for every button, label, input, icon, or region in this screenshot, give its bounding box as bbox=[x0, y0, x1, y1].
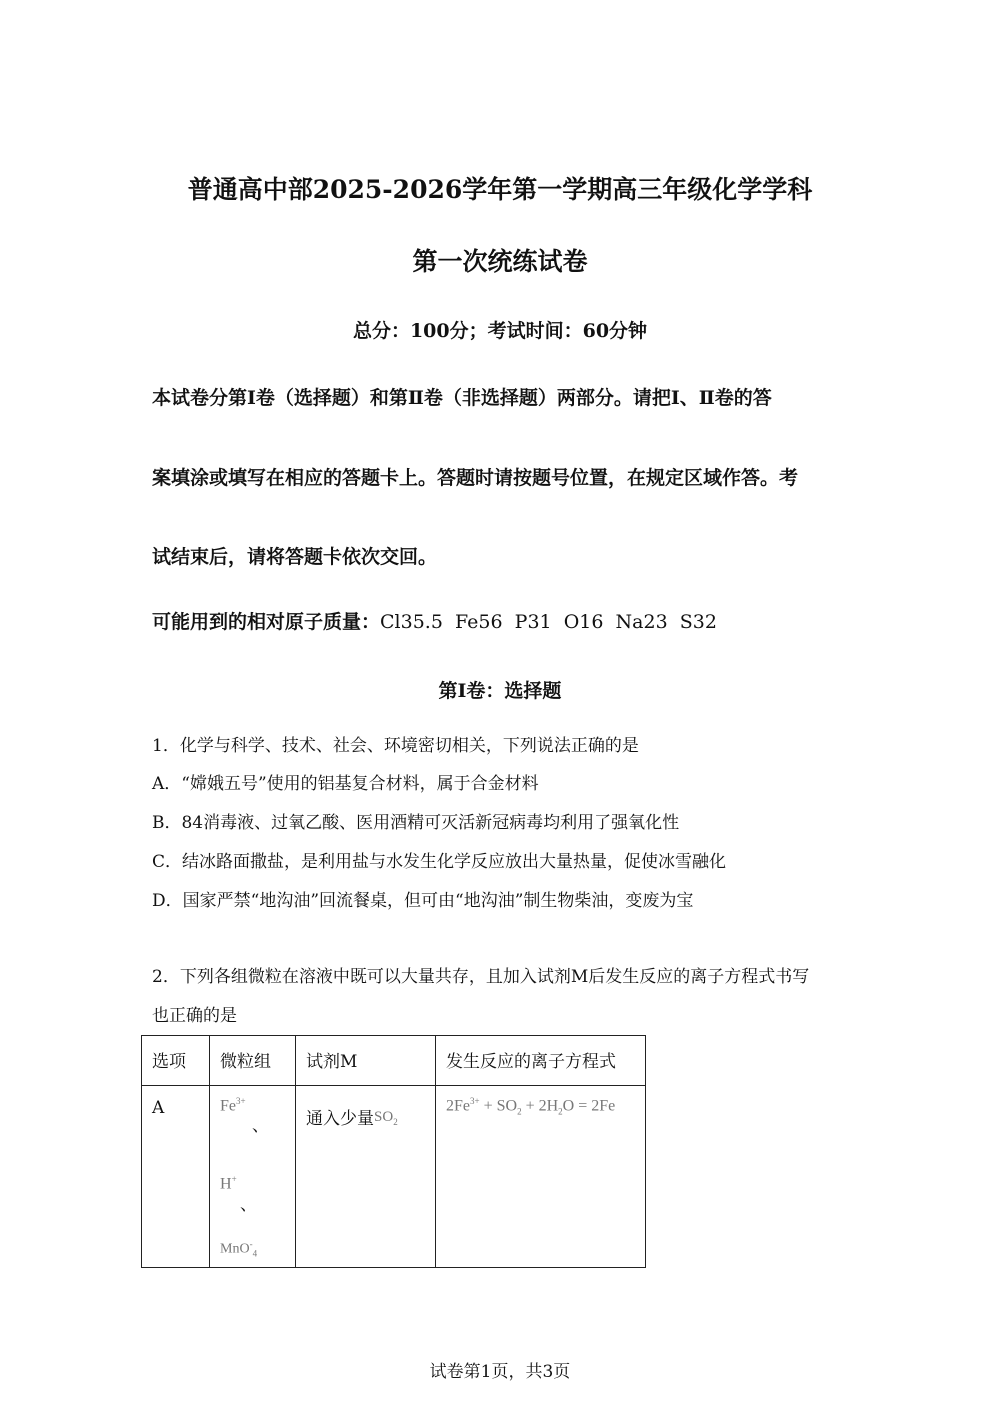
row-a-option: A bbox=[142, 1086, 210, 1268]
header-reagent: 试剂M bbox=[296, 1036, 436, 1086]
row-a-equation bbox=[436, 1086, 646, 1268]
table-row bbox=[142, 1086, 646, 1268]
separator: 、 bbox=[240, 1194, 257, 1215]
atomic-mass-line bbox=[152, 607, 717, 634]
intro-line-3: 试结束后，请将答题卡依次交回。 bbox=[152, 546, 438, 568]
q2-stem-line2: 也正确的是 bbox=[152, 1006, 237, 1026]
exam-title-line2: 第一次统练试卷 bbox=[412, 247, 588, 276]
header-equation: 发生反应的离子方程式 bbox=[436, 1036, 646, 1086]
q1-option-b: B．84消毒液、过氧乙酸、医用酒精可灭活新冠病毒均利用了强氧化性 bbox=[152, 813, 680, 833]
q1-option-d: D．国家严禁“地沟油”回流餐桌，但可由“地沟油”制生物柴油，变废为宝 bbox=[152, 891, 694, 911]
header-particles: 微粒组 bbox=[210, 1036, 296, 1086]
q1-stem: 1．化学与科学、技术、社会、环境密切相关，下列说法正确的是 bbox=[152, 736, 639, 756]
atomic-mass-values: Cl35.5 Fe56 P31 O16 Na23 S32 bbox=[380, 611, 717, 633]
reagent-formula: $SO_2$ bbox=[374, 1109, 398, 1127]
row-a-particles bbox=[210, 1086, 296, 1268]
ion-equation: $2Fe^{3+} + SO_2 + 2H_2O = 2Fe$ bbox=[446, 1096, 616, 1117]
intro-line-1: 本试卷分第Ⅰ卷（选择题）和第Ⅱ卷（非选择题）两部分。请把Ⅰ、Ⅱ卷的答 bbox=[152, 387, 772, 409]
exam-title-line1: 普通高中部2025-2026学年第一学期高三年级化学学科 bbox=[187, 175, 813, 204]
q1-option-c: C．结冰路面撒盐，是利用盐与水发生化学反应放出大量热量，促使冰雪融化 bbox=[152, 852, 727, 872]
score-time-info: 总分：100分；考试时间：60分钟 bbox=[352, 320, 648, 342]
reagent-text: 通入少量 bbox=[306, 1109, 374, 1129]
section-title: 第Ⅰ卷：选择题 bbox=[438, 680, 562, 702]
particle-h: H+ bbox=[220, 1174, 237, 1193]
row-a-reagent bbox=[296, 1086, 436, 1268]
separator: 、 bbox=[252, 1116, 269, 1137]
intro-line-2: 案填涂或填写在相应的答题卡上。答题时请按题号位置，在规定区域作答。考 bbox=[152, 467, 799, 489]
particle-mno4: MnO-$_4$ bbox=[220, 1238, 258, 1259]
header-option: 选项 bbox=[142, 1036, 210, 1086]
q2-options-table bbox=[141, 1035, 646, 1268]
atomic-mass-label: 可能用到的相对原子质量： bbox=[152, 611, 381, 633]
page-footer: 试卷第1页，共3页 bbox=[429, 1362, 571, 1382]
q2-stem-line1: 2．下列各组微粒在溶液中既可以大量共存，且加入试剂M后发生反应的离子方程式书写 bbox=[152, 967, 810, 987]
table-header-row bbox=[142, 1036, 646, 1086]
q1-option-a: A．“嫦娥五号”使用的铝基复合材料，属于合金材料 bbox=[152, 774, 539, 794]
particle-fe3: $Fe^{3+}$ bbox=[220, 1096, 246, 1115]
